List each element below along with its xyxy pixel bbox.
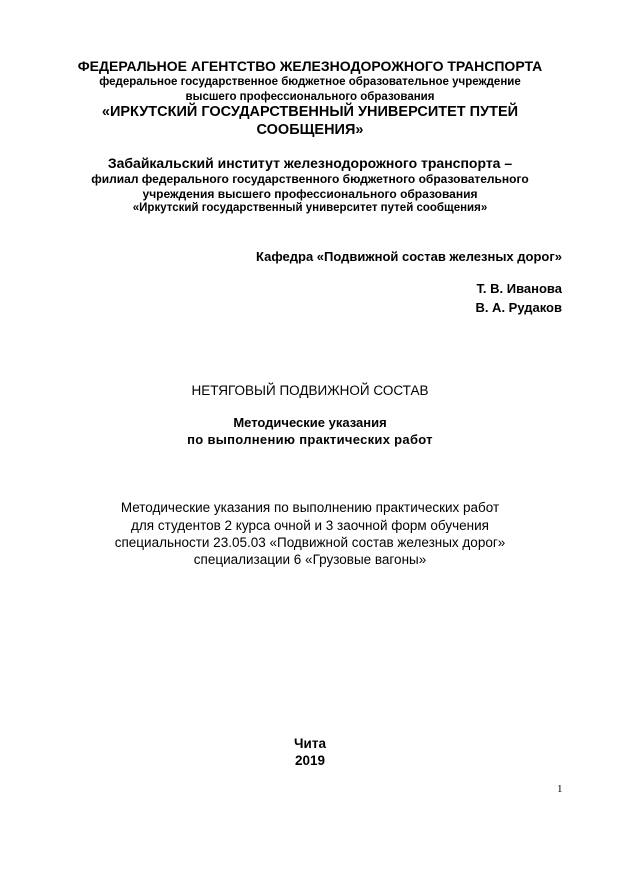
branch-line-4: «Иркутский государственный университет путей сообщения» — [132, 202, 488, 214]
institution-type-line-1: федеральное государственное бюджетное образовательное учреждение — [99, 76, 521, 88]
year: 2019 — [294, 753, 326, 768]
document-subtitle-1: Методические указания — [233, 415, 387, 430]
city: Чита — [294, 736, 326, 751]
branch-line-1: Забайкальский институт железнодорожного транспорта – — [107, 155, 513, 171]
institution-type-line-2: высшего профессионального образования — [185, 91, 435, 103]
branch-line-2: филиал федерального государственного бюджетного образовательного — [91, 172, 529, 186]
description-line-2: для студентов 2 курса очной и 3 заочной форм обучения — [131, 518, 489, 533]
document-title: НЕТЯГОВЫЙ ПОДВИЖНОЙ СОСТАВ — [191, 383, 429, 398]
description-line-3: специальности 23.05.03 «Подвижной состав железных дорог» — [114, 535, 506, 550]
page-number: 1 — [557, 783, 563, 795]
description-line-1: Методические указания по выполнению практических работ — [120, 500, 500, 515]
university-name-line-1: «ИРКУТСКИЙ ГОСУДАРСТВЕННЫЙ УНИВЕРСИТЕТ ПУТЕЙ — [101, 104, 519, 120]
description-line-4: специализации 6 «Грузовые вагоны» — [193, 552, 427, 567]
branch-line-3: учреждения высшего профессионального образования — [142, 187, 478, 201]
department-name: Кафедра «Подвижной состав железных дорог» — [256, 249, 562, 264]
author-2: В. А. Рудаков — [475, 300, 562, 315]
university-name-line-2: СООБЩЕНИЯ» — [256, 122, 364, 138]
document-subtitle-2: по выполнению практических работ — [187, 432, 433, 447]
author-1: Т. В. Иванова — [476, 281, 562, 296]
agency-name: ФЕДЕРАЛЬНОЕ АГЕНТСТВО ЖЕЛЕЗНОДОРОЖНОГО ТРАНСПОРТА — [77, 58, 543, 74]
